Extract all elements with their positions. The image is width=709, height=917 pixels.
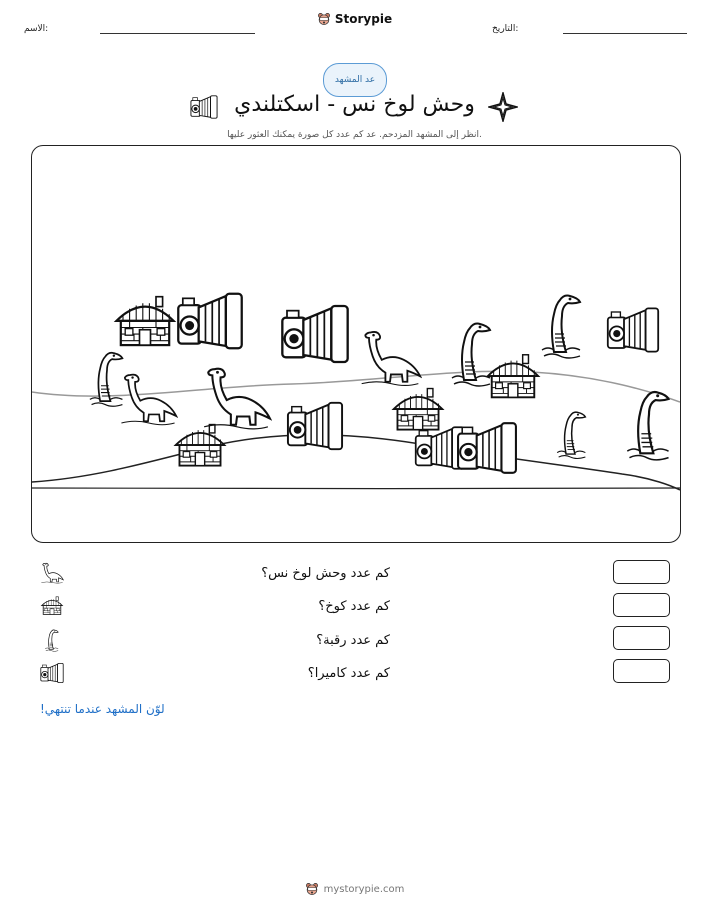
instructions: انظر إلى المشهد المزدحم. عد كم عدد كل صورة يمكنك العثور عليها.: [227, 130, 482, 140]
shore-line: [32, 488, 680, 489]
camera-6: [608, 308, 658, 351]
question-2: كم عدد كوخ؟: [318, 599, 390, 614]
hut-1: [116, 297, 173, 345]
scene-illustration: [32, 146, 680, 542]
date-line[interactable]: [563, 33, 687, 34]
page-title: وحش لوخ نس - اسكتلندي: [234, 92, 475, 117]
sparkle-icon: [488, 92, 518, 122]
dinosaur-icon: [40, 561, 64, 585]
dinosaur-1: [362, 332, 421, 385]
footer: [0, 882, 709, 896]
answer-box-2[interactable]: [613, 593, 670, 617]
counting-scene: [31, 145, 681, 543]
hut-3: [394, 389, 443, 430]
camera-icon: [40, 661, 64, 685]
brand-name: Storypie: [334, 12, 393, 26]
answer-box-3[interactable]: [613, 626, 670, 650]
footer-url[interactable]: mystorypie.com: [323, 883, 405, 895]
serpent-5: [627, 392, 668, 460]
hut-icon: [40, 594, 64, 618]
dinosaur-3: [204, 369, 270, 429]
brand-logo: [0, 12, 709, 26]
serpent-1: [90, 353, 123, 407]
camera-4: [416, 427, 465, 469]
ground-line: [32, 435, 680, 490]
hut-2: [176, 425, 225, 466]
badge-label: عد المشهد: [334, 75, 376, 85]
name-line[interactable]: [100, 33, 255, 34]
serpent-3: [542, 296, 580, 359]
name-label: الاسم:: [24, 24, 49, 34]
serpent-2: [452, 324, 490, 387]
camera-2: [282, 306, 347, 362]
question-1: كم عدد وحش لوخ نس؟: [261, 566, 390, 581]
dinosaur-2: [121, 375, 176, 425]
hut-4: [488, 355, 538, 398]
camera-5: [458, 423, 516, 473]
bear-logo-icon: [305, 882, 319, 896]
answer-box-4[interactable]: [613, 659, 670, 683]
answer-box-1[interactable]: [613, 560, 670, 584]
serpent-4: [557, 412, 585, 458]
question-3: كم عدد رقبة؟: [316, 633, 390, 648]
question-4: كم عدد كاميرا؟: [307, 666, 390, 681]
sea-serpent-icon: [40, 628, 64, 652]
date-label: التاريخ:: [492, 24, 519, 34]
bear-logo-icon: [317, 12, 331, 26]
camera-1: [178, 294, 241, 348]
color-prompt: لوّن المشهد عندما تنتهي!: [40, 702, 165, 716]
camera-3: [288, 403, 342, 449]
